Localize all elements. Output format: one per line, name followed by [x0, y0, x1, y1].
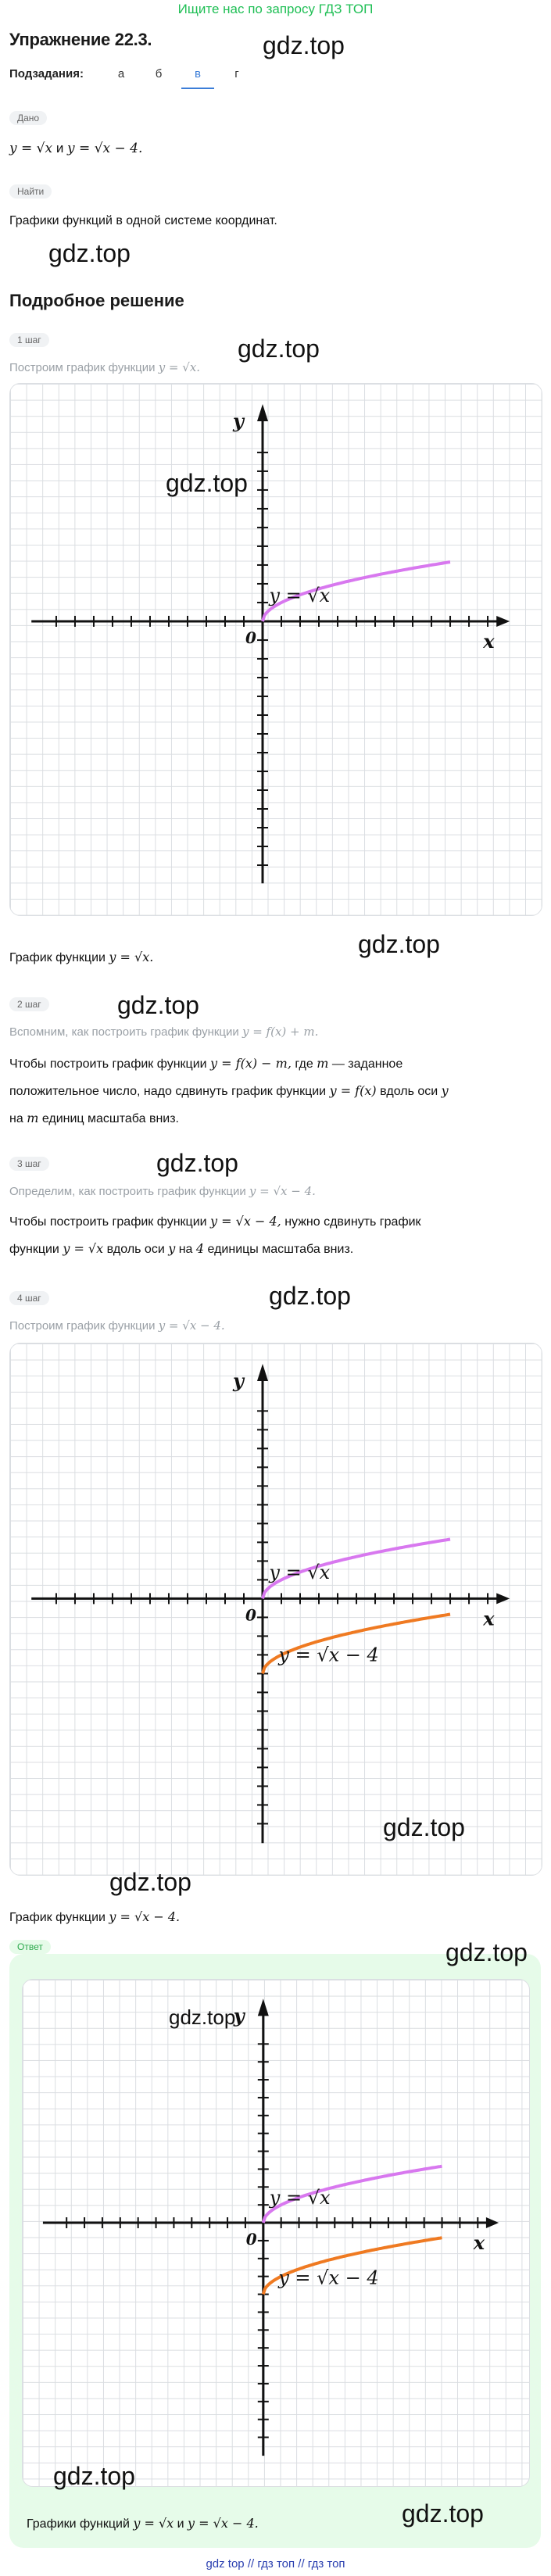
- x-axis-arrow: [496, 616, 510, 627]
- step-1-badge: 1 шаг: [9, 333, 49, 347]
- find-badge: Найти: [9, 184, 52, 199]
- curve-1-label: y = √x: [269, 2187, 331, 2209]
- tab-b[interactable]: б: [155, 67, 163, 80]
- graph-2: [9, 1343, 542, 1876]
- watermark: gdz.top: [53, 2462, 135, 2490]
- curve-1-label: y = √x: [269, 1562, 331, 1584]
- watermark: gdz.top: [445, 1938, 528, 1966]
- tab-v[interactable]: в: [195, 67, 201, 80]
- curve-1-label: y = √x: [269, 584, 331, 606]
- exercise-title: Упражнение 22.3.: [9, 30, 152, 49]
- origin-label: 0: [245, 628, 256, 647]
- y-axis-label: y: [233, 1369, 244, 1392]
- origin-label: 0: [245, 2230, 257, 2249]
- curve-2-label: y = √x − 4: [278, 2267, 379, 2289]
- watermark: gdz.top: [169, 2005, 236, 2029]
- step-4-hint: Построим график функции y = √x − 4.: [9, 1318, 225, 1333]
- watermark: gdz.top: [269, 1282, 351, 1310]
- x-axis-label: x: [483, 1607, 495, 1630]
- answer-badge: Ответ: [9, 1940, 51, 1954]
- watermark: gdz.top: [117, 991, 199, 1019]
- watermark: gdz.top: [156, 1149, 238, 1177]
- y-axis-arrow: [257, 404, 268, 421]
- x-axis-label: x: [483, 629, 495, 653]
- answer-caption: Графики функций y = √x и y = √x − 4.: [27, 2516, 259, 2531]
- footer-link-1[interactable]: gdz top: [206, 2557, 245, 2571]
- watermark: gdz.top: [263, 31, 345, 59]
- footer-sep: //: [298, 2557, 305, 2571]
- answer-graph-svg: [23, 1980, 529, 2486]
- watermark: gdz.top: [358, 930, 440, 958]
- step-1-caption: График функции y = √x.: [9, 950, 154, 964]
- footer-links: [0, 2557, 551, 2571]
- subtasks-label: Подзадания:: [9, 67, 84, 80]
- footer-link-2[interactable]: гдз топ: [257, 2557, 295, 2571]
- y-axis-arrow: [258, 1998, 269, 2016]
- footer-link-3[interactable]: гдз топ: [307, 2557, 345, 2571]
- step-3-text: Чтобы построить график функции y = √x − 4, нужно сдвинуть график функции y = √x вдоль оси y на 4 единицы масштаба вниз.: [9, 1214, 421, 1256]
- find-text: Графики функций в одной системе координат.: [9, 214, 277, 227]
- given-badge: Дано: [9, 111, 47, 125]
- curve-2-label: y = √x − 4: [278, 1644, 379, 1666]
- step-1-hint: Построим график функции y = √x.: [9, 360, 201, 374]
- given-text: y = √x и y = √x − 4.: [9, 141, 143, 156]
- y-axis-label: y: [233, 410, 244, 432]
- watermark: gdz.top: [402, 2499, 484, 2528]
- step-4-badge: 4 шаг: [9, 1291, 49, 1305]
- watermark: gdz.top: [383, 1813, 465, 1841]
- footer-sep: //: [247, 2557, 255, 2571]
- graph-1-svg: [10, 384, 542, 915]
- x-axis-arrow: [486, 2217, 499, 2228]
- step-3-badge: 3 шаг: [9, 1157, 49, 1171]
- step-2-text: Чтобы построить график функции y = f(x) − m, где m — заданное положительное число, надо сдвинуть график функции y = f(x) вдоль оси y на m единиц масштаба вниз.: [9, 1056, 449, 1125]
- graph-1: [9, 383, 542, 916]
- step-2-hint: Вспомним, как построить график функции y = f(x) + m.: [9, 1025, 319, 1039]
- step-2-badge: 2 шаг: [9, 997, 49, 1011]
- solution-title: Подробное решение: [9, 291, 184, 310]
- x-axis-arrow: [496, 1593, 510, 1604]
- active-tab-indicator: [181, 88, 214, 89]
- step-3-hint: Определим, как построить график функции y = √x − 4.: [9, 1184, 316, 1198]
- answer-graph: [22, 1979, 530, 2487]
- watermark: gdz.top: [238, 335, 320, 363]
- origin-label: 0: [245, 1605, 256, 1625]
- watermark: gdz.top: [48, 239, 131, 267]
- watermark: gdz.top: [109, 1868, 191, 1896]
- tab-g[interactable]: г: [234, 67, 239, 80]
- top-banner[interactable]: Ищите нас по запросу ГДЗ ТОП: [177, 2, 374, 16]
- x-axis-label: x: [473, 2231, 485, 2255]
- tab-a[interactable]: а: [117, 67, 125, 80]
- watermark: gdz.top: [166, 469, 248, 497]
- step-4-caption: График функции y = √x − 4.: [9, 1909, 181, 1924]
- graph-2-svg: [10, 1343, 542, 1875]
- y-axis-arrow: [257, 1364, 268, 1381]
- y-axis-label: y: [233, 2004, 245, 2027]
